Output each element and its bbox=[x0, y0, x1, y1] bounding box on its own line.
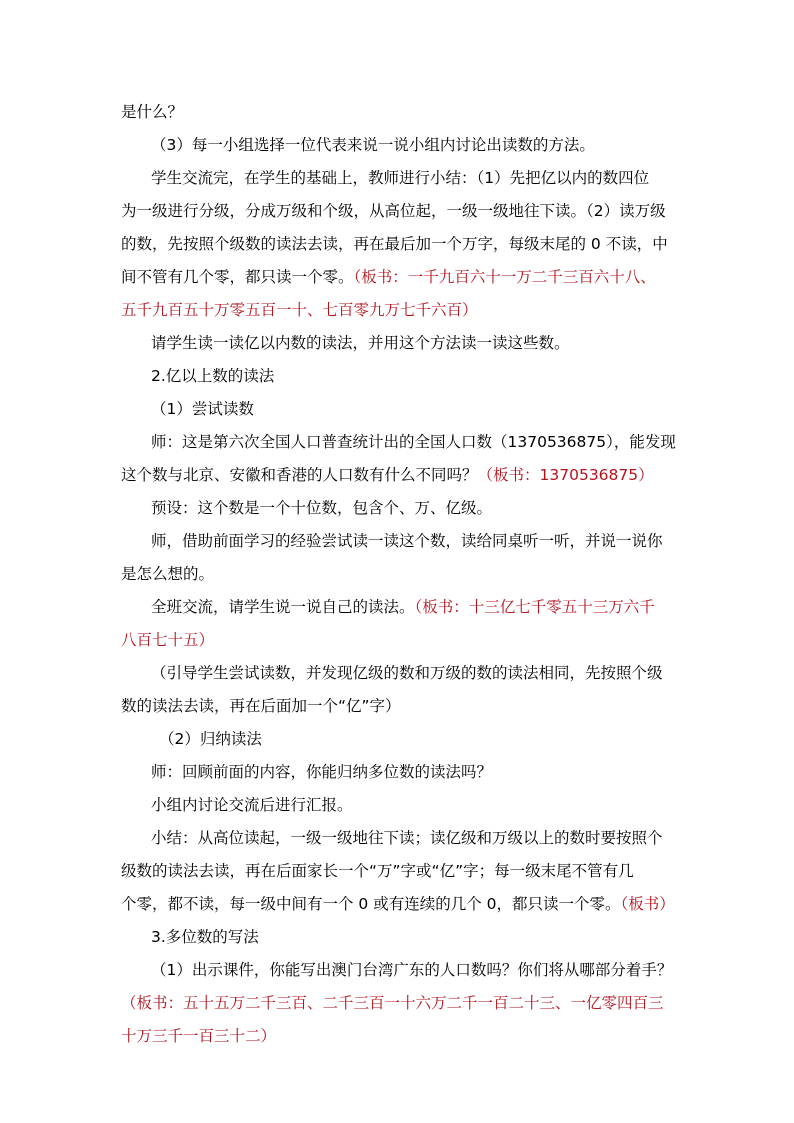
text-line bbox=[121, 162, 681, 195]
text-line bbox=[121, 228, 681, 261]
body-text: 预设：这个数是一个十位数，包含个、万、亿级。 bbox=[151, 499, 493, 517]
board-note-text: 十万三千一百三十二） bbox=[121, 1027, 277, 1045]
body-text: 学生交流完，在学生的基础上，教师进行小结：（1）先把亿以内的数四位 bbox=[151, 169, 650, 187]
board-note-text: （板书：一千九百六十一万二千三百六十八、 bbox=[353, 268, 656, 286]
board-note-text: （板书：五十五万二千三百、二千三百一十六万二千一百二十三、一亿零四百三 bbox=[121, 994, 664, 1012]
body-text: 小组内讨论交流后进行汇报。 bbox=[151, 796, 353, 814]
text-line bbox=[121, 327, 681, 360]
body-text: 师：这是第六次全国人口普查统计出的全国人口数（1370536875），能发现 bbox=[151, 433, 676, 451]
body-text: 这个数与北京、安徽和香港的人口数有什么不同吗？ bbox=[121, 466, 478, 484]
body-text: 小结：从高位读起，一级一级地往下读；读亿级和万级以上的数时要按照个 bbox=[151, 829, 663, 847]
text-line bbox=[121, 591, 681, 624]
text-line bbox=[121, 261, 681, 294]
text-line bbox=[121, 525, 681, 558]
body-text: 师：回顾前面的内容，你能归纳多位数的读法吗？ bbox=[151, 763, 493, 781]
text-line bbox=[121, 426, 681, 459]
text-line bbox=[121, 921, 681, 954]
body-text: 的数，先按照个级数的读法去读，再在最后加一个万字，每级末尾的 0 不读，中 bbox=[121, 235, 668, 253]
body-text: 个零，都不读，每一级中间有一个 0 或有连续的几个 0，都只读一个零。 bbox=[121, 895, 621, 913]
body-text: 师，借助前面学习的经验尝试读一读这个数，读给同桌听一听，并说一说你 bbox=[151, 532, 663, 550]
text-line bbox=[121, 492, 681, 525]
body-text: 间不管有几个零，都只读一个零。 bbox=[121, 268, 354, 286]
text-line bbox=[121, 756, 681, 789]
text-line bbox=[121, 129, 681, 162]
body-text: 级数的读法去读，再在后面家长一个“万”字或“亿”字；每一级末尾不管有几 bbox=[121, 862, 634, 880]
body-text: 数的读法去读，再在后面加一个“亿”字） bbox=[121, 697, 401, 715]
board-note-text: 五千九百五十万零五百一十、七百零九万七千六百） bbox=[121, 301, 478, 319]
text-line bbox=[121, 657, 681, 690]
board-note-text: 八百七十五） bbox=[121, 631, 215, 649]
text-line bbox=[121, 690, 681, 723]
board-note-text: （板书：1370536875） bbox=[477, 466, 654, 484]
text-line bbox=[121, 459, 681, 492]
body-text: 为一级进行分级，分成万级和个级，从高位起，一级一级地往下读。（2）读万级 bbox=[121, 202, 666, 220]
body-text: 请学生读一读亿以内数的读法，并用这个方法读一读这些数。 bbox=[151, 334, 570, 352]
text-line bbox=[121, 822, 681, 855]
body-text: 3.多位数的写法 bbox=[151, 928, 259, 946]
body-text: （2）归纳读法 bbox=[159, 730, 262, 748]
text-line bbox=[121, 723, 681, 756]
body-text: （引导学生尝试读数，并发现亿级的数和万级的数的读法相同，先按照个级 bbox=[151, 664, 663, 682]
board-note-text: （板书） bbox=[620, 895, 675, 913]
text-line bbox=[121, 954, 681, 987]
body-text: （3）每一小组选择一位代表来说一说小组内讨论出读数的方法。 bbox=[151, 136, 595, 154]
text-line bbox=[121, 987, 681, 1020]
text-line bbox=[121, 624, 681, 657]
body-text: 全班交流，请学生说一说自己的读法。 bbox=[151, 598, 415, 616]
text-line bbox=[121, 888, 681, 921]
text-line bbox=[121, 294, 681, 327]
document-body bbox=[121, 96, 681, 1053]
text-line bbox=[121, 1020, 681, 1053]
text-line bbox=[121, 558, 681, 591]
body-text: 是怎么想的。 bbox=[121, 565, 215, 583]
body-text: （1）尝试读数 bbox=[151, 400, 254, 418]
text-line bbox=[121, 360, 681, 393]
body-text: 2.亿以上数的读法 bbox=[151, 367, 275, 385]
text-line bbox=[121, 393, 681, 426]
text-line bbox=[121, 855, 681, 888]
body-text: （1）出示课件，你能写出澳门台湾广东的人口数吗？你们将从哪部分着手？ bbox=[151, 961, 673, 979]
text-line bbox=[121, 195, 681, 228]
board-note-text: （板书：十三亿七千零五十三万六千 bbox=[414, 598, 655, 616]
text-line bbox=[121, 789, 681, 822]
text-line bbox=[121, 96, 681, 129]
body-text: 是什么？ bbox=[121, 103, 184, 121]
